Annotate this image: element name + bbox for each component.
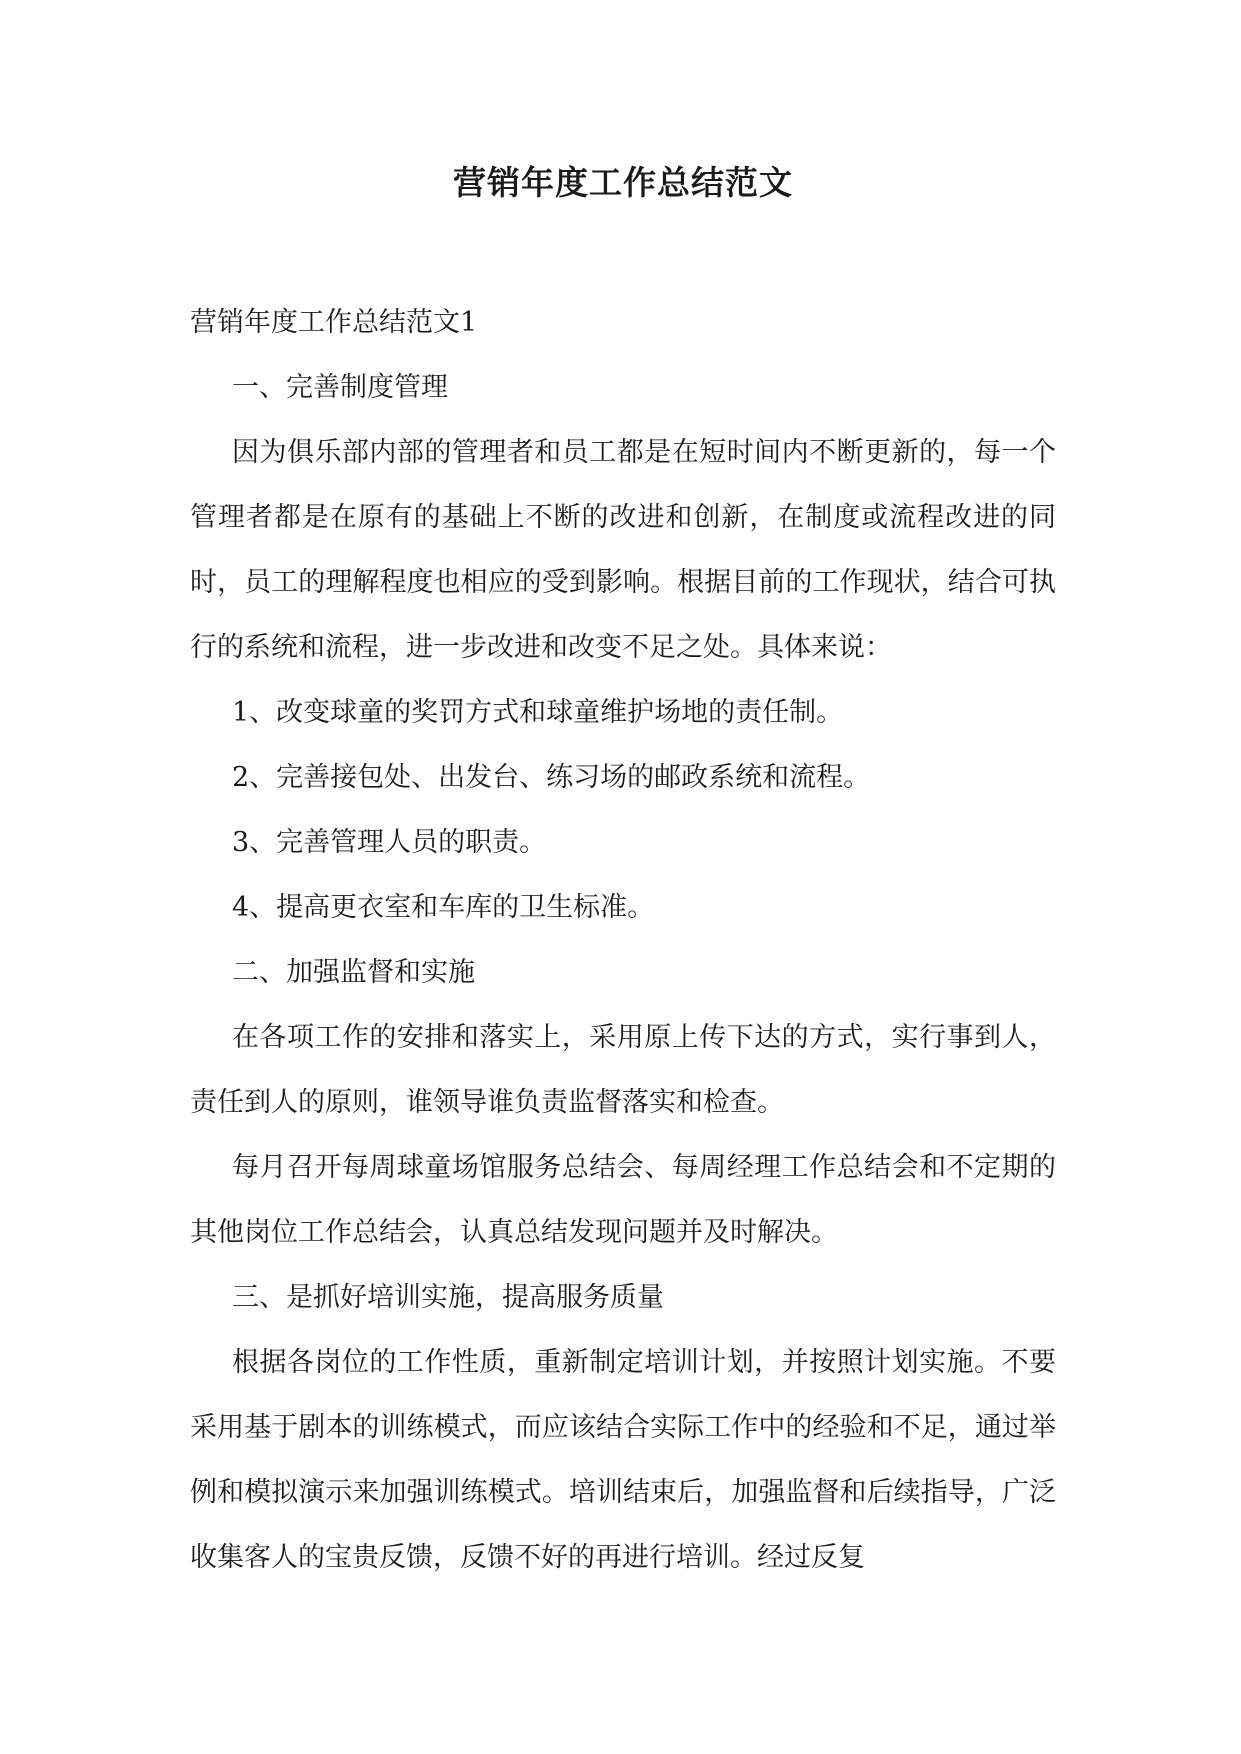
paragraph: 因为俱乐部内部的管理者和员工都是在短时间内不断更新的，每一个管理者都是在原有的基础上不断的改进和创新，在制度或流程改进的同时，员工的理解程度也相应的受到影响。根据目前的工作现状，结合可执行的系统和流程，进一步改进和改变不足之处。具体来说： [190, 437, 1056, 663]
document-title: 营销年度工作总结范文 [453, 163, 793, 202]
paragraph: 根据各岗位的工作性质，重新制定培训计划，并按照计划实施。不要采用基于剧本的训练模式，而应该结合实际工作中的经验和不足，通过举例和模拟演示来加强训练模式。培训结束后，加强监督和后续指导，广泛收集客人的宝贵反馈，反馈不好的再进行培训。经过反复 [190, 1347, 1056, 1573]
document-body [190, 290, 1056, 1590]
subheading-supervision: 二、加强监督和实施 [232, 957, 475, 988]
paragraph: 每月召开每周球童场馆服务总结会、每周经理工作总结会和不定期的其他岗位工作总结会，认真总结发现问题并及时解决。 [190, 1152, 1056, 1248]
subheading-improve-system: 一、完善制度管理 [232, 372, 448, 403]
list-item: 4、提高更衣室和车库的卫生标准。 [232, 892, 655, 923]
paragraph: 在各项工作的安排和落实上，采用原上传下达的方式，实行事到人，责任到人的原则，谁领导谁负责监督落实和检查。 [190, 1022, 1056, 1118]
list-item: 1、改变球童的奖罚方式和球童维护场地的责任制。 [232, 697, 844, 728]
section-heading-1: 营销年度工作总结范文1 [190, 307, 478, 338]
list-item: 2、完善接包处、出发台、练习场的邮政系统和流程。 [232, 762, 871, 793]
subheading-training: 三、是抓好培训实施，提高服务质量 [232, 1282, 664, 1313]
document-page [190, 0, 1056, 1754]
list-item: 3、完善管理人员的职责。 [232, 827, 547, 858]
